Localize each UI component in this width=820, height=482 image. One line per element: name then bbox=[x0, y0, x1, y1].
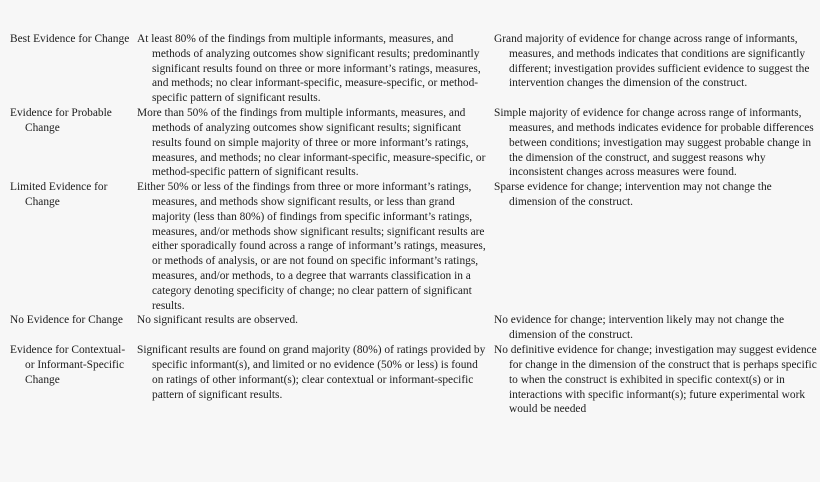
row-definition-text: Either 50% or less of the findings from three or more informant’s ratings, measures, and methods show significant results, or less than grand majority (less than 80%) of findings from specific informant’s ratings, measures, and/or methods show significant results; significant results are either sporadically found across a range of informant’s ratings, measures, or methods of analysis, or are not found on specific informant’s ratings, measures, and/or methods, to a degree that warrants classification in a category denoting specificity of change; no clear pattern of significant results. bbox=[137, 181, 486, 312]
row-definition-text: More than 50% of the findings from multiple informants, measures, and methods of analyzing outcomes show significant results; significant results found on simple majority of three or more informant’s ratings, measures, and methods; no clear informant-specific, measure-specific, or method-specific pattern of significant results. bbox=[137, 107, 486, 179]
row-criterion-label: No Evidence for Change bbox=[10, 314, 123, 327]
table-row bbox=[0, 32, 820, 106]
row-definition-text: At least 80% of the findings from multiple informants, measures, and methods of analyzing outcomes show significant results; predominantly significant results found on three or more informant’s ratings, measures, and methods; no clear informant-specific, measure-specific, or method-specific pattern of significant results. bbox=[137, 33, 481, 105]
table-row bbox=[0, 313, 820, 343]
table-row bbox=[0, 180, 820, 313]
row-criterion-label: Best Evidence for Change bbox=[10, 33, 130, 45]
row-interpretation-text: Sparse evidence for change; intervention may not change the dimension of the construct. bbox=[494, 181, 772, 208]
row-interpretation-text: Grand majority of evidence for change across range of informants, measures, and methods indicates that conditions are significantly different; investigation provides sufficient evidence to suggest the intervention changes the dimension of the construct. bbox=[494, 33, 810, 90]
row-interpretation-text: No evidence for change; intervention likely may not change the dimension of the construct. bbox=[494, 314, 785, 342]
row-definition-text: Significant results are found on grand majority (80%) of ratings provided by specific informant(s), and limited or no evidence (50% or less) is found on ratings of other informant(s); clear contextual or informant-specific pattern of significant results. bbox=[137, 344, 486, 401]
table-row bbox=[0, 343, 820, 417]
row-criterion-label: Limited Evidence for Change bbox=[10, 181, 108, 208]
row-interpretation-text: Simple majority of evidence for change across range of informants, measures, and methods indicates evidence for probable differences between conditions; investigation may suggest probable change in the dimension of the construct, and suggest reasons why inconsistent changes across measures were found. bbox=[494, 107, 814, 179]
row-definition-text: No significant results are observed. bbox=[137, 314, 299, 327]
table-row bbox=[0, 106, 820, 180]
row-criterion-label: Evidence for Contextual- or Informant-Specific Change bbox=[10, 344, 126, 386]
row-criterion-label: Evidence for Probable Change bbox=[10, 107, 112, 134]
row-interpretation-text: No definitive evidence for change; investigation may suggest evidence for change in the dimension of the construct that is perhaps specific to when the construct is exhibited in specific context(s) or in interactions with specific informant(s); future experimental work would be needed bbox=[494, 344, 817, 416]
